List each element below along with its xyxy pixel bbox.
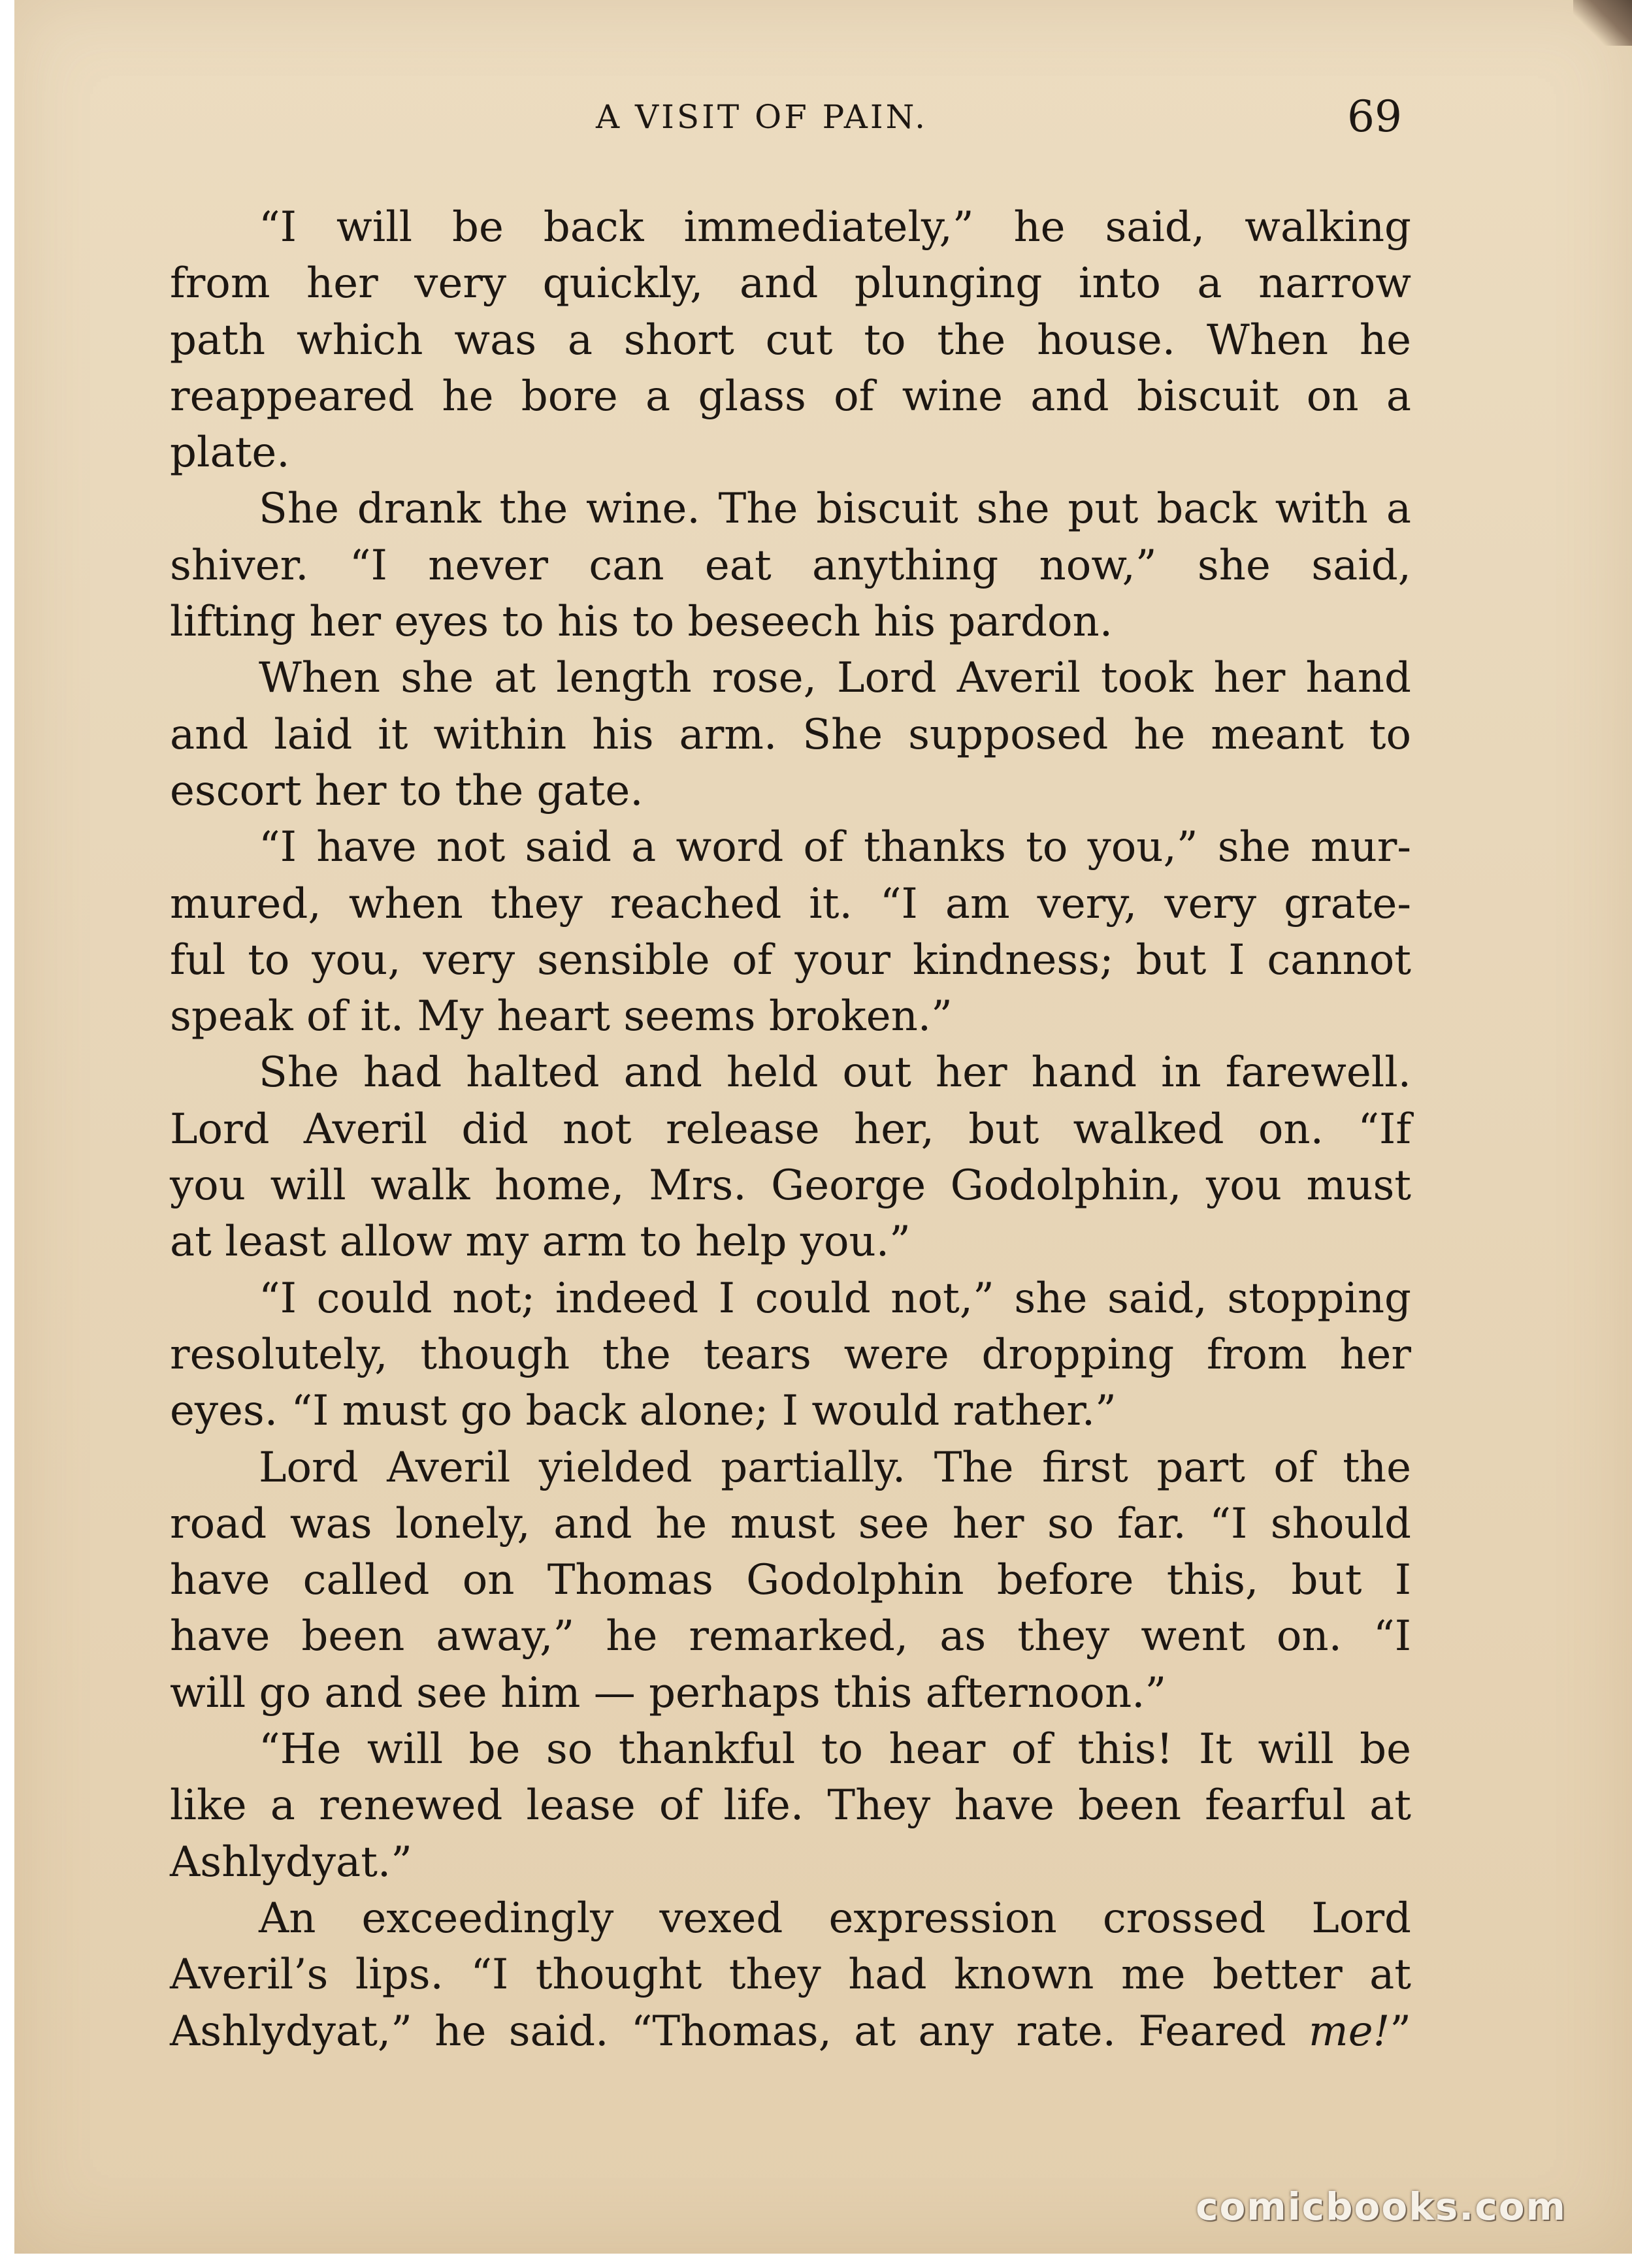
text-line: ful to you, very sensible of your kindness; but I cannot bbox=[170, 935, 1411, 984]
text-line: plate. bbox=[170, 429, 290, 478]
text-line: at least allow my arm to help you.” bbox=[170, 1218, 911, 1267]
text-line: resolutely, though the tears were dropping from her bbox=[170, 1330, 1411, 1379]
text-line: lifting her eyes to his to beseech his pardon. bbox=[170, 598, 1113, 647]
text-line: shiver. “I never can eat anything now,” she said, bbox=[170, 541, 1411, 590]
emphasis-text: me! bbox=[1309, 2007, 1390, 2056]
text-line: escort her to the gate. bbox=[170, 766, 644, 815]
book-page bbox=[14, 0, 1632, 2254]
text-line: “I could not; indeed I could not,” she said, stopping bbox=[259, 1274, 1411, 1323]
page-number: 69 bbox=[1347, 91, 1402, 142]
text-line: Lord Averil did not release her, but walked on. “If bbox=[170, 1105, 1411, 1154]
closing-quote: ” bbox=[1390, 2007, 1411, 2056]
text-line-final bbox=[170, 2003, 1411, 2060]
text-line: will go and see him — perhaps this afternoon.” bbox=[170, 1668, 1167, 1717]
text-line: She had halted and held out her hand in farewell. bbox=[259, 1048, 1411, 1097]
text-line: She drank the wine. The biscuit she put back with a bbox=[259, 485, 1411, 534]
text-line: eyes. “I must go back alone; I would rather.” bbox=[170, 1387, 1117, 1436]
text-line: Ashlydyat.” bbox=[170, 1838, 412, 1887]
text-line: “I will be back immediately,” he said, walking bbox=[259, 203, 1411, 251]
text-line: “He will be so thankful to hear of this! It will be bbox=[259, 1725, 1411, 1774]
text-line: Lord Averil yielded partially. The first part of the bbox=[259, 1443, 1411, 1492]
text-line: When she at length rose, Lord Averil took her hand bbox=[259, 654, 1411, 703]
text-line: and laid it within his arm. She supposed he meant to bbox=[170, 710, 1411, 759]
text-line: speak of it. My heart seems broken.” bbox=[170, 992, 953, 1041]
text-line: from her very quickly, and plunging into a narrow bbox=[170, 259, 1411, 308]
text-line: you will walk home, Mrs. George Godolphin, you must bbox=[170, 1161, 1411, 1210]
text-line: “I have not said a word of thanks to you,” she mur- bbox=[259, 823, 1411, 872]
text-line: mured, when they reached it. “I am very, very grate- bbox=[170, 879, 1411, 928]
body-text bbox=[170, 199, 1411, 2060]
text-line: An exceedingly vexed expression crossed Lord bbox=[259, 1894, 1411, 1943]
watermark: comicbooks.com bbox=[1196, 2184, 1567, 2229]
text-segment: Ashlydyat,” he said. “Thomas, at any rate. Feared bbox=[170, 2007, 1309, 2056]
text-line: reappeared he bore a glass of wine and biscuit on a bbox=[170, 372, 1411, 421]
text-line: have been away,” he remarked, as they went on. “I bbox=[170, 1612, 1411, 1661]
text-line: Averil’s lips. “I thought they had known me better at bbox=[170, 1951, 1411, 2000]
running-title: A VISIT OF PAIN. bbox=[596, 98, 928, 136]
text-line: have called on Thomas Godolphin before this, but I bbox=[170, 1556, 1411, 1605]
text-line: path which was a short cut to the house. When he bbox=[170, 316, 1411, 364]
text-line: like a renewed lease of life. They have been fearful at bbox=[170, 1781, 1411, 1830]
page-corner-fold bbox=[1573, 0, 1632, 46]
text-line: road was lonely, and he must see her so far. “I should bbox=[170, 1499, 1411, 1548]
